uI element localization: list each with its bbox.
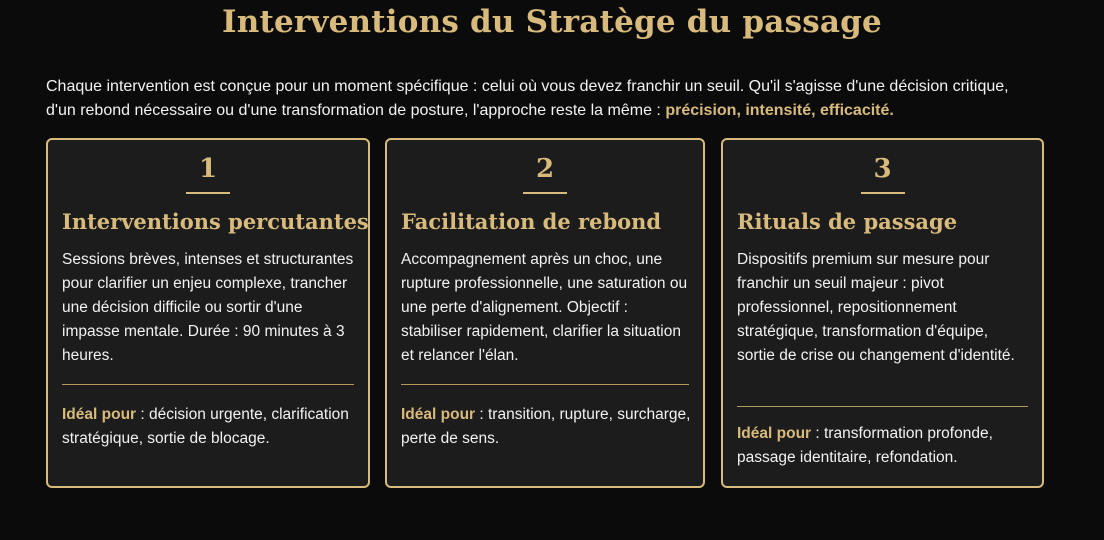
card-description: Sessions brèves, intenses et structurantes pour clarifier un enjeu complexe, trancher une décision difficile ou sortir d'une impasse mentale. Durée : 90 minutes à 3 heures. (62, 251, 354, 364)
card-number: 2 (535, 154, 555, 184)
ideal-text: : transition, rupture, surcharge, perte de sens. (401, 406, 691, 447)
card-ideal (62, 403, 356, 451)
card-description: Accompagnement après un choc, une rupture professionnelle, une saturation ou une perte d'alignement. Objectif : stabiliser rapidement, clarifier la situation et relancer l'élan. (401, 251, 688, 364)
card-ideal (401, 403, 691, 451)
intro-paragraph (46, 75, 1066, 123)
card-divider (62, 384, 354, 385)
card-facilitation-de-rebond (385, 138, 705, 488)
card-number: 3 (873, 154, 892, 184)
card-title: Interventions percutantes (62, 209, 369, 234)
ideal-label: Idéal pour (401, 406, 476, 423)
number-underline (186, 192, 230, 194)
ideal-label: Idéal pour (737, 425, 812, 442)
card-interventions-percutantes (46, 138, 370, 488)
intervention-cards (46, 138, 1044, 492)
card-description: Dispositifs premium sur mesure pour franchir un seuil majeur : pivot professionnel, repositionnement stratégique, transformation d'équipe, sortie de crise ou changement d'identité. (737, 251, 1015, 364)
card-number: 1 (198, 154, 218, 184)
number-underline (861, 192, 905, 194)
intro-text-line2: d'un rebond nécessaire ou d'une transformation de posture, l'approche reste la même : (46, 102, 666, 119)
intro-highlight: précision, intensité, efficacité. (665, 102, 894, 119)
ideal-text: : décision urgente, clarification stratégique, sortie de blocage. (62, 406, 349, 447)
card-divider (737, 406, 1028, 407)
card-rituals-de-passage (721, 138, 1044, 488)
card-title: Rituals de passage (737, 209, 958, 234)
ideal-label: Idéal pour (62, 406, 137, 423)
card-divider (401, 384, 689, 385)
page-title: Interventions du Stratège du passage (222, 4, 882, 40)
ideal-text: : transformation profonde, passage identitaire, refondation. (737, 425, 993, 466)
intro-text-line1: Chaque intervention est conçue pour un moment spécifique : celui où vous devez franchir un seuil. Qu'il s'agisse d'une décision critique, (46, 78, 1009, 95)
card-title: Facilitation de rebond (401, 209, 662, 234)
number-underline (523, 192, 567, 194)
card-ideal (737, 422, 1030, 470)
